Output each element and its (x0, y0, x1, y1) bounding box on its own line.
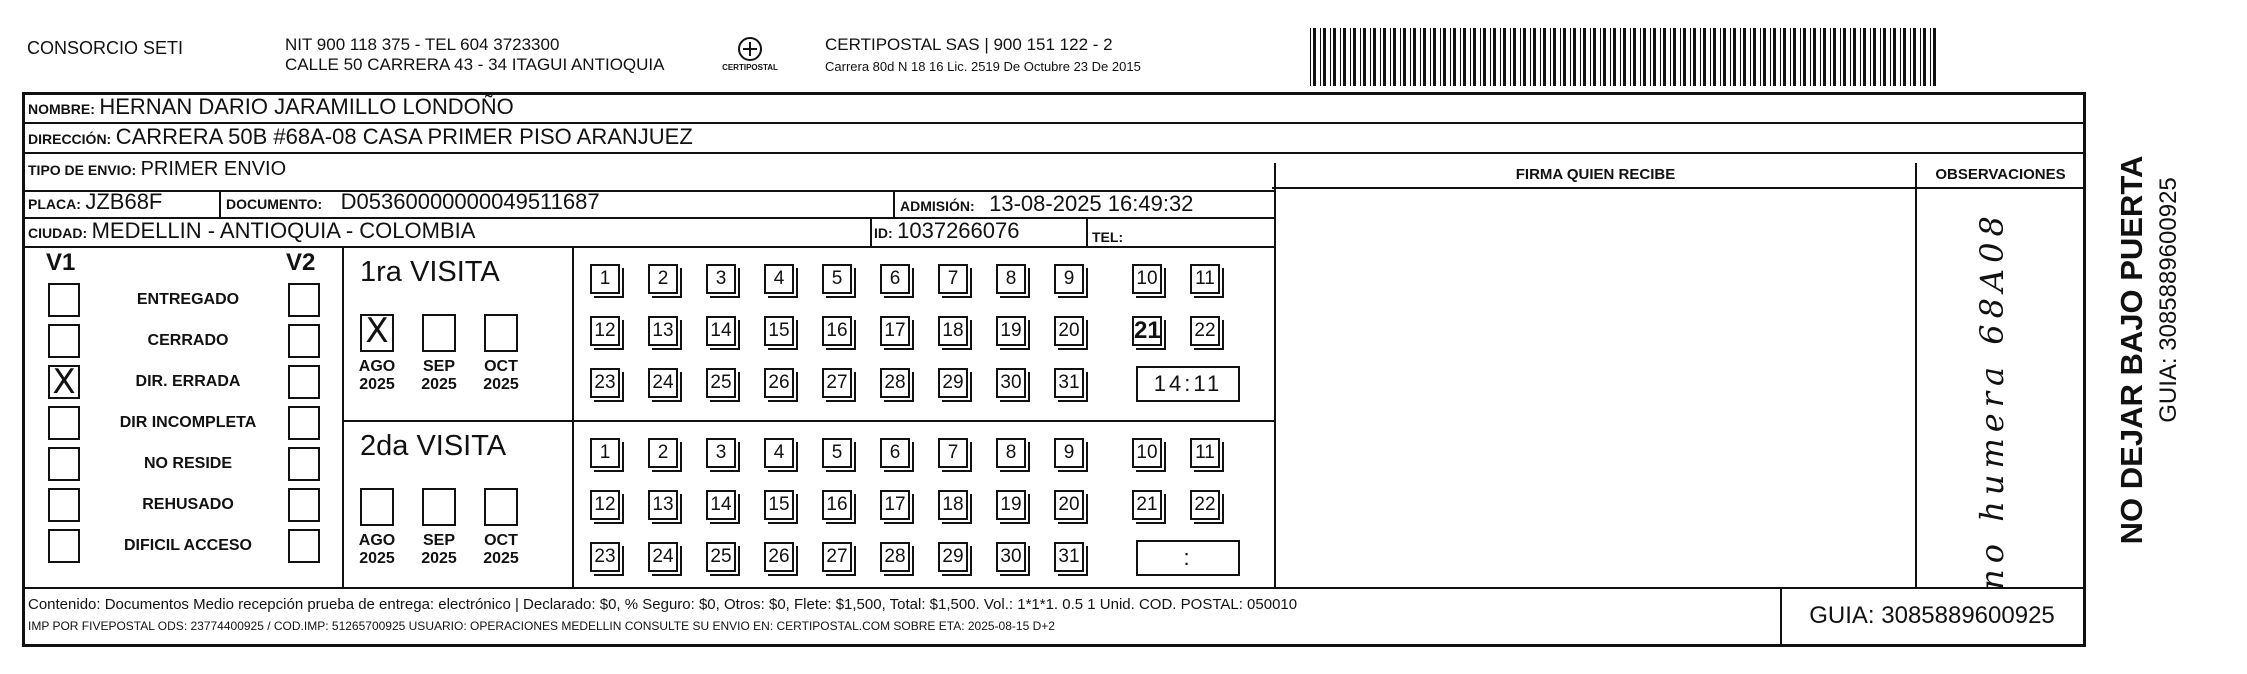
ciudad-value: MEDELLIN - ANTIOQUIA - COLOMBIA (91, 218, 476, 243)
handwritten-observation: no humera 68A08 (1973, 210, 2011, 590)
month-label: SEP 2025 (421, 358, 457, 393)
nit-line: NIT 900 118 375 - TEL 604 3723300 (285, 35, 560, 54)
day-box[interactable]: 4 (764, 438, 794, 468)
barcode (1308, 28, 1938, 86)
day-box[interactable]: 11 (1190, 438, 1220, 468)
placa-value: JZB68F (85, 189, 163, 214)
v2-checkbox[interactable] (288, 488, 320, 522)
month-label: OCT 2025 (483, 532, 519, 567)
day-box[interactable]: 12 (590, 316, 620, 346)
day-box[interactable]: 3 (706, 438, 736, 468)
day-box[interactable]: 23 (590, 368, 620, 398)
contenido-line: Contenido: Documentos Medio recepción prueba de entrega: electrónico | Declarado: $0, % Seguro: $0, Otros: $0, Flete: $1,500, Total: $1,500. Vol.: 1*1*1. 0.5 1 Unid. COD. POSTAL: 050010 (28, 596, 1298, 613)
v1-checkbox[interactable] (48, 324, 80, 358)
day-box[interactable]: 24 (648, 542, 678, 572)
v2-checkbox[interactable] (288, 324, 320, 358)
day-box[interactable]: 17 (880, 490, 910, 520)
day-box[interactable]: 29 (938, 542, 968, 572)
day-box[interactable]: 20 (1054, 316, 1084, 346)
day-box[interactable]: 8 (996, 438, 1026, 468)
day-box[interactable]: 2 (648, 438, 678, 468)
ciudad-label: CIUDAD: (28, 225, 88, 241)
placa-row (28, 189, 162, 215)
day-box[interactable]: 8 (996, 264, 1026, 294)
tipo-envio-row (28, 158, 286, 181)
day-box[interactable]: 9 (1054, 438, 1084, 468)
barcode-icon (1308, 28, 1938, 86)
tipo-envio-value: PRIMER ENVIO (140, 158, 287, 180)
tipo-envio-label: TIPO DE ENVIO: (28, 162, 137, 178)
nombre-value: HERNAN DARIO JARAMILLO LONDOÑO (99, 94, 514, 119)
day-box[interactable]: 29 (938, 368, 968, 398)
day-box[interactable]: 25 (706, 542, 736, 572)
day-box[interactable]: 28 (880, 368, 910, 398)
day-box[interactable]: 16 (822, 490, 852, 520)
day-box[interactable]: 2 (648, 264, 678, 294)
day-box[interactable]: 5 (822, 438, 852, 468)
admision-label: ADMISIÓN: (900, 198, 975, 214)
day-box[interactable]: 26 (764, 542, 794, 572)
day-box[interactable]: 9 (1054, 264, 1084, 294)
status-reason-label: DIR INCOMPLETA (119, 414, 257, 431)
direccion-label: DIRECCIÓN: (28, 131, 112, 147)
day-box[interactable]: 22 (1190, 316, 1220, 346)
v1-checkbox[interactable]: X (48, 365, 80, 399)
month-label: AGO 2025 (358, 532, 396, 567)
nombre-row (28, 94, 514, 120)
placa-label: PLACA: (28, 196, 81, 212)
documento-row (226, 189, 600, 215)
time-box[interactable]: 14:11 (1136, 366, 1240, 402)
day-box[interactable]: 3 (706, 264, 736, 294)
day-box[interactable]: 13 (648, 316, 678, 346)
v1-checkbox[interactable] (48, 488, 80, 522)
day-box[interactable]: 23 (590, 542, 620, 572)
day-box[interactable]: 27 (822, 542, 852, 572)
month-checkbox[interactable]: X (360, 314, 394, 352)
day-box[interactable]: 30 (996, 368, 1026, 398)
day-box[interactable]: 10 (1132, 264, 1162, 294)
day-box[interactable]: 24 (648, 368, 678, 398)
v1-header: V1 (46, 249, 76, 276)
day-box[interactable]: 20 (1054, 490, 1084, 520)
day-box[interactable]: 14 (706, 316, 736, 346)
day-box[interactable]: 1 (590, 264, 620, 294)
month-label: OCT 2025 (483, 358, 519, 393)
day-box[interactable]: 21 (1134, 317, 1161, 344)
status-reason-label: DIFICIL ACCESO (123, 537, 252, 554)
month-label: SEP 2025 (421, 532, 457, 567)
firma-header: FIRMA QUIEN RECIBE (1515, 166, 1676, 183)
month-checkbox[interactable] (484, 488, 518, 526)
day-box[interactable]: 1 (590, 438, 620, 468)
day-box[interactable]: 16 (822, 316, 852, 346)
status-reason-label: NO RESIDE (143, 455, 232, 472)
nombre-label: NOMBRE: (28, 101, 95, 117)
day-box[interactable]: 10 (1132, 438, 1162, 468)
id-label: ID: (874, 225, 893, 241)
certipostal-line: CERTIPOSTAL SAS | 900 151 122 - 2 (825, 35, 1113, 54)
v2-checkbox[interactable] (288, 365, 320, 399)
day-box[interactable]: 15 (764, 490, 794, 520)
v1-checkbox[interactable] (48, 406, 80, 440)
month-checkbox[interactable] (484, 314, 518, 352)
day-box[interactable]: 15 (764, 316, 794, 346)
status-reason-label: CERRADO (147, 332, 229, 349)
v2-checkbox[interactable] (288, 447, 320, 481)
tel-label: TEL: (1092, 229, 1124, 245)
day-box[interactable]: 6 (880, 264, 910, 294)
day-box[interactable]: 14 (706, 490, 736, 520)
logo-icon (722, 35, 778, 85)
month-checkbox[interactable] (360, 488, 394, 526)
documento-value: D05360000000049511687 (340, 189, 600, 214)
day-box[interactable]: 26 (764, 368, 794, 398)
signature-area[interactable] (1276, 189, 1914, 586)
direccion-row (28, 124, 693, 150)
id-row (874, 218, 1019, 244)
day-box[interactable]: 30 (996, 542, 1026, 572)
day-box[interactable]: 19 (996, 490, 1026, 520)
status-reason-label: REHUSADO (142, 496, 234, 513)
address-line: CALLE 50 CARRERA 43 - 34 ITAGUI ANTIOQUIA (285, 55, 665, 74)
day-box[interactable]: 13 (648, 490, 678, 520)
direccion-value: CARRERA 50B #68A-08 CASA PRIMER PISO ARANJUEZ (115, 124, 693, 149)
visit-title: 2da VISITA (360, 430, 507, 462)
day-box[interactable]: 4 (764, 264, 794, 294)
day-box[interactable]: 19 (996, 316, 1026, 346)
id-value: 1037266076 (897, 218, 1020, 243)
v2-checkbox[interactable] (288, 283, 320, 317)
v2-checkbox[interactable] (288, 406, 320, 440)
day-box[interactable]: 7 (938, 438, 968, 468)
admision-row (900, 191, 1193, 217)
status-reason-label: DIR. ERRADA (135, 373, 241, 390)
admision-value: 13-08-2025 16:49:32 (989, 191, 1194, 216)
v2-checkbox[interactable] (288, 529, 320, 563)
day-box[interactable]: 31 (1054, 542, 1084, 572)
month-checkbox[interactable] (422, 488, 456, 526)
status-reason-label: ENTREGADO (136, 291, 240, 308)
day-box[interactable]: 22 (1190, 490, 1220, 520)
observaciones-header: OBSERVACIONES (1935, 166, 2066, 183)
v1-checkbox[interactable] (48, 529, 80, 563)
guia-box: GUIA: 3085889600925 (1809, 602, 2055, 629)
v1-checkbox[interactable] (48, 283, 80, 317)
v2-header: V2 (286, 249, 316, 276)
day-box[interactable]: 18 (938, 316, 968, 346)
day-box[interactable]: 17 (880, 316, 910, 346)
day-box[interactable]: 18 (938, 490, 968, 520)
day-box[interactable]: 11 (1190, 264, 1220, 294)
imp-line: IMP POR FIVEPOSTAL ODS: 23774400925 / COD.IMP: 51265700925 USUARIO: OPERACIONES MEDELLIN CONSULTE SU ENVIO EN: CERTIPOSTAL.COM SOBRE ETA: 2025-08-15 D+2 (28, 619, 1055, 633)
company-name: CONSORCIO SETI (27, 38, 184, 58)
day-box[interactable]: 7 (938, 264, 968, 294)
ciudad-row (28, 218, 475, 244)
v1-checkbox[interactable] (48, 447, 80, 481)
day-box[interactable]: 21 (1132, 490, 1162, 520)
time-box[interactable]: : (1136, 540, 1240, 576)
license-line: Carrera 80d N 18 16 Lic. 2519 De Octubre 23 De 2015 (825, 59, 1141, 74)
day-box[interactable]: 6 (880, 438, 910, 468)
day-box[interactable]: 5 (822, 264, 852, 294)
documento-label: DOCUMENTO: (226, 196, 323, 212)
logo-text: CERTIPOSTAL (722, 63, 778, 72)
no-dejar-bajo-puerta: NO DEJAR BAJO PUERTA (2114, 155, 2149, 545)
day-box[interactable]: 31 (1054, 368, 1084, 398)
side-guia: GUIA: 3085889600925 (2155, 177, 2182, 423)
certipostal-logo (722, 35, 778, 85)
day-box[interactable]: 25 (706, 368, 736, 398)
month-label: AGO 2025 (358, 358, 396, 393)
day-box[interactable]: 28 (880, 542, 910, 572)
tel-row (1092, 222, 1123, 248)
day-box[interactable]: 27 (822, 368, 852, 398)
day-box[interactable]: 12 (590, 490, 620, 520)
month-checkbox[interactable] (422, 314, 456, 352)
visit-title: 1ra VISITA (360, 256, 500, 288)
